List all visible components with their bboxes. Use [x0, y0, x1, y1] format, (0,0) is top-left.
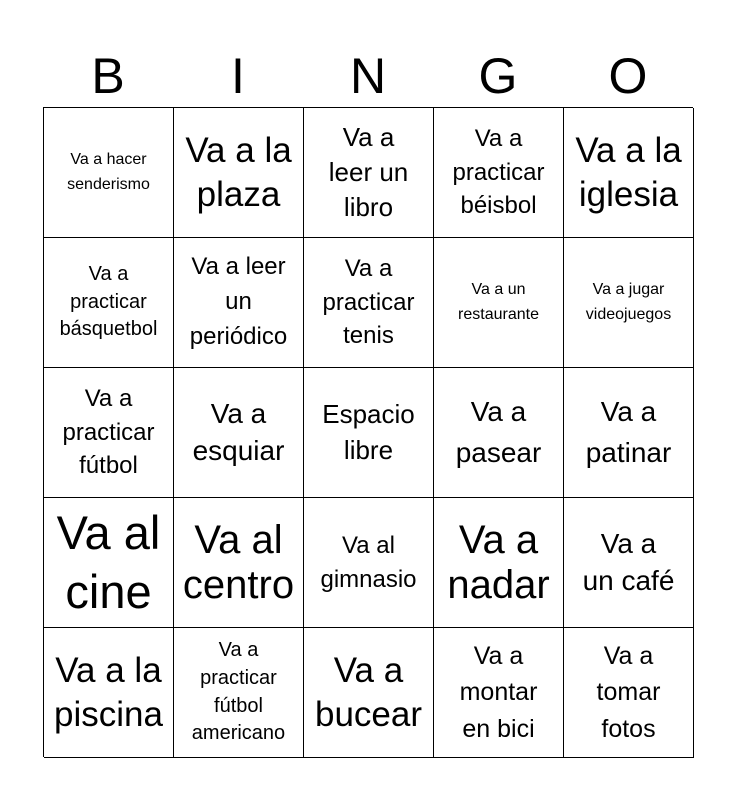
- bingo-cell-r5-c3[interactable]: Va a bucear: [304, 628, 434, 758]
- bingo-cell-free-space[interactable]: Espacio libre: [304, 368, 434, 498]
- header-letter-b: B: [91, 48, 125, 104]
- bingo-cell-r1-c3[interactable]: Va a leer un libro: [304, 108, 434, 238]
- header-letter-o: O: [608, 48, 648, 104]
- bingo-cell-r4-c4[interactable]: Va a nadar: [434, 498, 564, 628]
- bingo-cell-r3-c1[interactable]: Va a practicar fútbol: [44, 368, 174, 498]
- bingo-cell-r2-c2[interactable]: Va a leer un periódico: [174, 238, 304, 368]
- bingo-cell-r1-c5[interactable]: Va a la iglesia: [564, 108, 694, 238]
- bingo-cell-r3-c2[interactable]: Va a esquiar: [174, 368, 304, 498]
- header-letter-g: G: [478, 48, 518, 104]
- bingo-cell-r4-c5[interactable]: Va a un café: [564, 498, 694, 628]
- bingo-board: [43, 107, 693, 757]
- bingo-header: [43, 48, 693, 104]
- bingo-cell-r1-c4[interactable]: Va a practicar béisbol: [434, 108, 564, 238]
- bingo-cell-r2-c5[interactable]: Va a jugar videojuegos: [564, 238, 694, 368]
- header-letter-n: N: [349, 48, 387, 104]
- bingo-cell-r2-c1[interactable]: Va a practicar básquetbol: [44, 238, 174, 368]
- bingo-cell-r5-c4[interactable]: Va a montar en bici: [434, 628, 564, 758]
- bingo-cell-r5-c1[interactable]: Va a la piscina: [44, 628, 174, 758]
- bingo-cell-r2-c4[interactable]: Va a un restaurante: [434, 238, 564, 368]
- bingo-cell-r4-c1[interactable]: Va al cine: [44, 498, 174, 628]
- bingo-cell-r5-c2[interactable]: Va a practicar fútbol americano: [174, 628, 304, 758]
- bingo-cell-r3-c5[interactable]: Va a patinar: [564, 368, 694, 498]
- bingo-cell-r4-c2[interactable]: Va al centro: [174, 498, 304, 628]
- bingo-cell-r3-c4[interactable]: Va a pasear: [434, 368, 564, 498]
- bingo-cell-r1-c2[interactable]: Va a la plaza: [174, 108, 304, 238]
- bingo-cell-r4-c3[interactable]: Va al gimnasio: [304, 498, 434, 628]
- bingo-cell-r5-c5[interactable]: Va a tomar fotos: [564, 628, 694, 758]
- header-letter-i: I: [231, 48, 245, 104]
- bingo-cell-r2-c3[interactable]: Va a practicar tenis: [304, 238, 434, 368]
- bingo-cell-r1-c1[interactable]: Va a hacer senderismo: [44, 108, 174, 238]
